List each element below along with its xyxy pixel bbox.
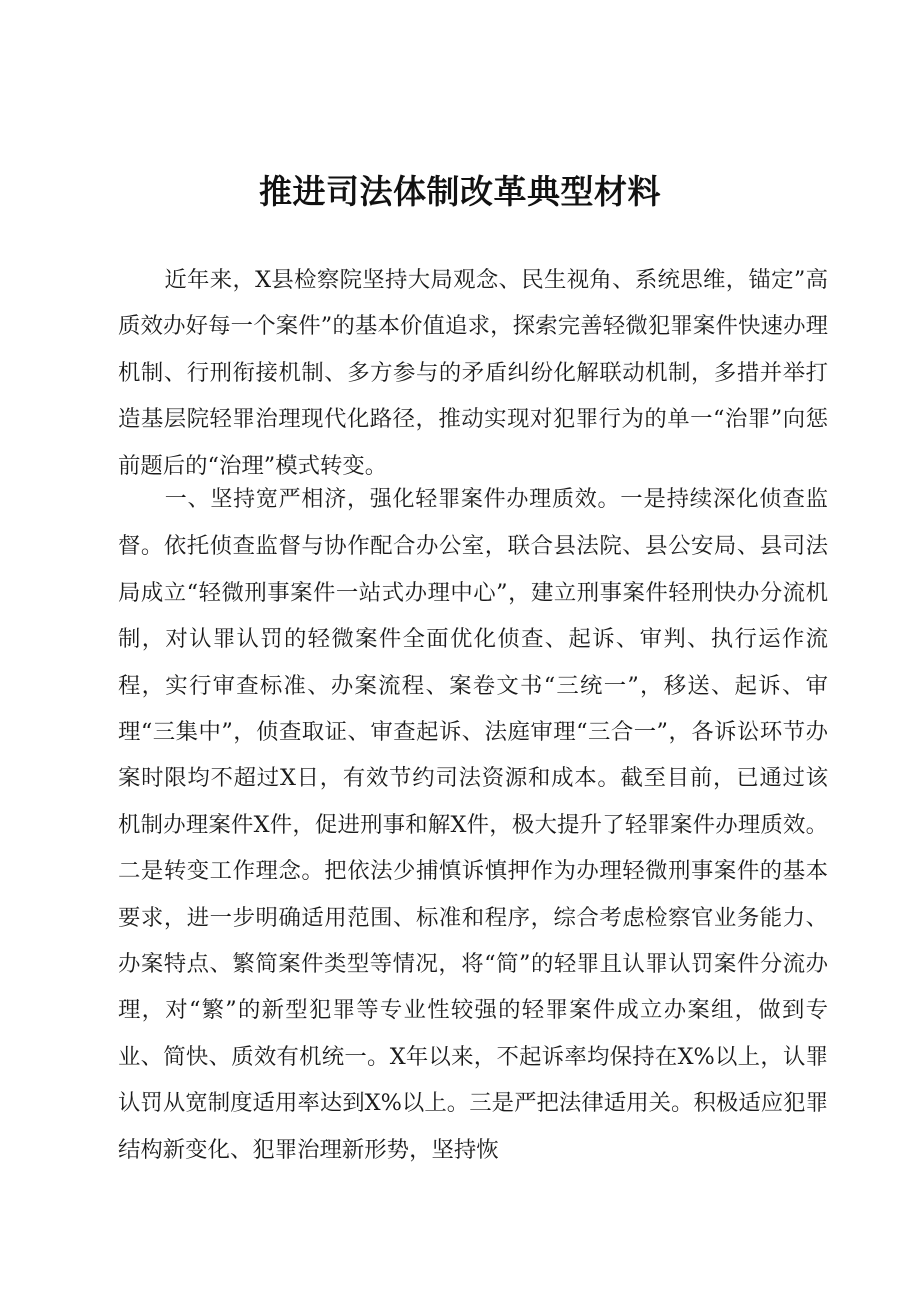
intro-paragraph <box>118 257 828 489</box>
document-title: 推进司法体制改革典型材料 <box>259 172 661 211</box>
section-1-text: 一是持续深化侦查监督。依托侦查监督与协作配合办公室，联合县法院、县公安局、县司法局成立“轻微刑事案件一站式办理中心”，建立刑事案件轻刑快办分流机制，对认罪认罚的轻微案件全面优化侦查、起诉、审判、执行运作流程，实行审查标准、办案流程、案卷文书“三统一”，移送、起诉、审理“三集中”，侦查取证、审查起诉、法庭审理“三合一”，各诉讼环节办案时限均不超过X日，有效节约司法资源和成本。截至目前，已通过该机制办理案件X件，促进刑事和解X件，极大提升了轻罪案件办理质效。二是转变工作理念。把依法少捕慎诉慎押作为办理轻微刑事案件的基本要求，进一步明确适用范围、标准和程序，综合考虑检察官业务能力、办案特点、繁简案件类型等情况，将“简”的轻罪且认罪认罚案件分流办理，对“繁”的新型犯罪等专业性较强的轻罪案件成立办案组，做到专业、简快、质效有机统一。X年以来，不起诉率均保持在X%以上，认罪认罚从宽制度适用率达到X%以上。三是严把法律适用关。积极适应犯罪结构新变化、犯罪治理新形势，坚持恢 <box>118 486 828 1163</box>
section-1-paragraph <box>118 476 828 1173</box>
intro-paragraph-text: 近年来，X县检察院坚持大局观念、民生视角、系统思维，锚定”高质效办好每一个案件”的基本价值追求，探索完善轻微犯罪案件快速办理机制、行刑衔接机制、多方参与的矛盾纠纷化解联动机制，多措并举打造基层院轻罪治理现代化路径，推动实现对犯罪行为的单一“治罪”向惩前题后的“治理”模式转变。 <box>118 267 828 479</box>
section-1-heading: 一、坚持宽严相济，强化轻罪案件办理质效。 <box>164 487 621 512</box>
